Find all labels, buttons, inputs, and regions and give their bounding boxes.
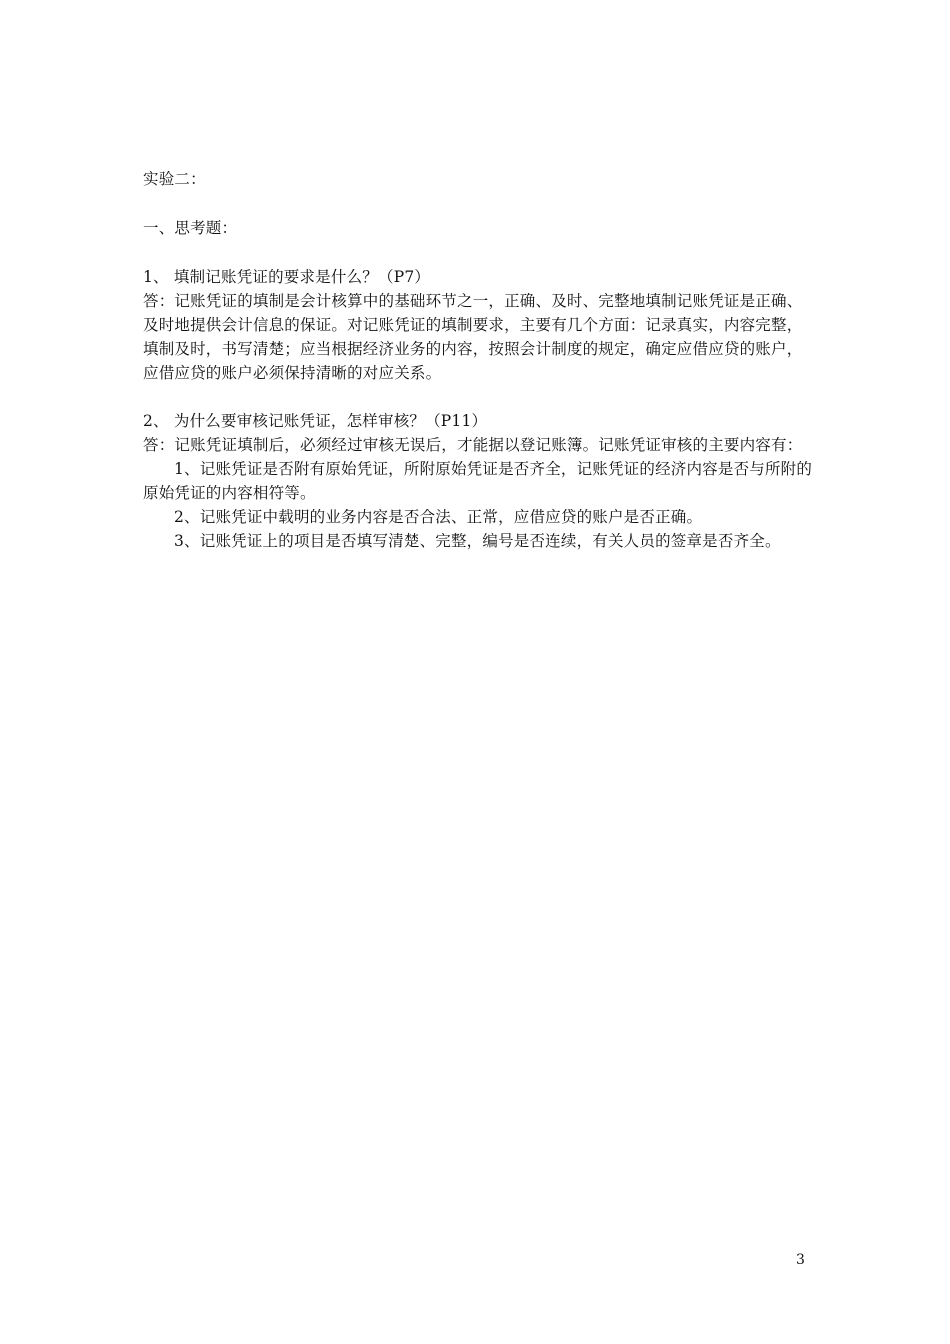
answer-1: 答：记账凭证的填制是会计核算中的基础环节之一，正确、及时、完整地填制记账凭证是正确、及时地提供会计信息的保证。对记账凭证的填制要求，主要有几个方面：记录真实，内容完整，填制及时，书写清楚；应当根据经济业务的内容，按照会计制度的规定，确定应借应贷的账户，应借应贷的账户必须保持清晰的对应关系。 xyxy=(143,292,803,382)
question-1: 1、 填制记账凭证的要求是什么？（P7） xyxy=(143,268,431,286)
page-number: 3 xyxy=(796,1252,805,1268)
answer-2-item-1: 1、记账凭证是否附有原始凭证，所附原始凭证是否齐全，记账凭证的经济内容是否与所附的原始凭证的内容相符等。 xyxy=(143,460,813,502)
document-content xyxy=(143,167,813,577)
question-block-2 xyxy=(143,409,813,553)
subsection-title: 一、思考题： xyxy=(143,219,238,237)
answer-2: 答：记账凭证填制后，必须经过审核无误后，才能据以登记账簿。记账凭证审核的主要内容有： xyxy=(143,436,803,454)
answer-2-item-3: 3、记账凭证上的项目是否填写清楚、完整，编号是否连续，有关人员的签章是否齐全。 xyxy=(174,532,781,550)
answer-2-item-2: 2、记账凭证中载明的业务内容是否合法、正常，应借应贷的账户是否正确。 xyxy=(174,508,703,526)
question-block-1 xyxy=(143,265,813,385)
question-2: 2、 为什么要审核记账凭证，怎样审核？（P11） xyxy=(143,412,488,430)
section-title: 实验二： xyxy=(143,170,206,188)
